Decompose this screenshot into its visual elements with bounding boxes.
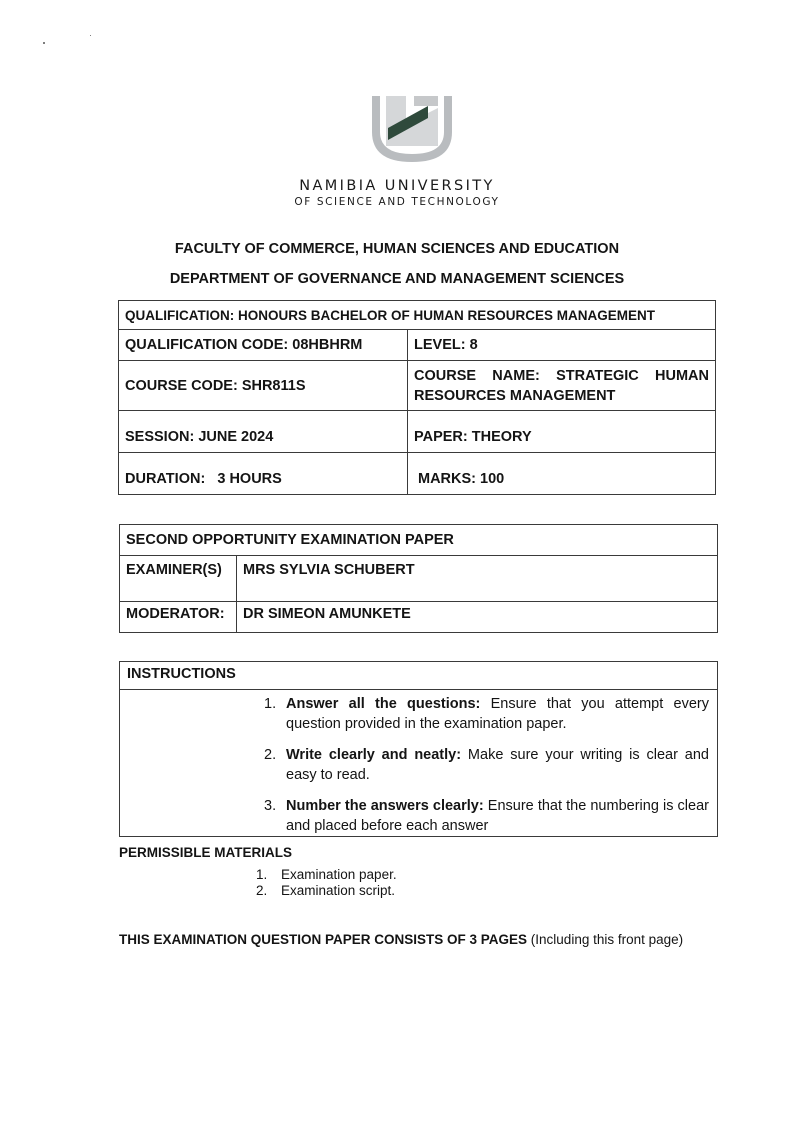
- course-name-line2: RESOURCES MANAGEMENT: [414, 387, 616, 404]
- level-cell: LEVEL: 8: [408, 330, 716, 361]
- department-heading: DEPARTMENT OF GOVERNANCE AND MANAGEMENT SCIENCES: [169, 271, 625, 287]
- university-name-line2: OF SCIENCE AND TECHNOLOGY: [294, 196, 500, 208]
- course-name-word: COURSE: [414, 367, 477, 384]
- duration-cell: DURATION: 3 HOURS: [119, 453, 408, 495]
- examiner-label: EXAMINER(S): [120, 556, 237, 602]
- moderator-label: MODERATOR:: [120, 602, 237, 633]
- examination-table: [119, 524, 718, 633]
- page-count-note: [119, 932, 683, 947]
- course-name-word: NAME:: [492, 367, 540, 384]
- moderator-name: DR SIMEON AMUNKETE: [237, 602, 718, 633]
- permissible-item: [256, 883, 397, 899]
- exam-title-cell: SECOND OPPORTUNITY EXAMINATION PAPER: [120, 525, 718, 556]
- qualification-cell: QUALIFICATION: HONOURS BACHELOR OF HUMAN RESOURCES MANAGEMENT: [119, 301, 716, 330]
- marks-cell: MARKS: 100: [408, 453, 716, 495]
- instruction-text: Make sure your writing is clear and easy to read.: [286, 747, 709, 783]
- page-count-bold: THIS EXAMINATION QUESTION PAPER CONSISTS OF 3 PAGES: [119, 932, 528, 947]
- instruction-item: [264, 796, 709, 836]
- university-name: [0, 178, 794, 208]
- instruction-item: [264, 694, 709, 734]
- course-name-word: STRATEGIC: [556, 367, 639, 384]
- course-details-table: [118, 300, 716, 495]
- instruction-bold: Number the answers clearly:: [286, 798, 484, 814]
- page-count-normal: (Including this front page): [527, 932, 684, 947]
- university-logo-icon: [366, 88, 458, 166]
- university-name-line1: NAMIBIA UNIVERSITY: [299, 178, 495, 194]
- instruction-text: Ensure that you attempt every question provided in the examination paper.: [286, 696, 709, 732]
- examiner-name: MRS SYLVIA SCHUBERT: [237, 556, 718, 602]
- paper-cell: PAPER: THEORY: [408, 411, 716, 453]
- permissible-text: Examination script.: [281, 883, 396, 898]
- instruction-text: Ensure that the numbering is clear and placed before each answer: [286, 798, 709, 834]
- qualification-code-cell: QUALIFICATION CODE: 08HBHRM: [119, 330, 408, 361]
- scan-speck: [43, 42, 45, 44]
- permissible-number: 1.: [256, 867, 268, 882]
- scan-speck: [90, 35, 91, 36]
- instructions-list: [264, 694, 717, 836]
- course-name-cell: [408, 361, 716, 411]
- faculty-heading: FACULTY OF COMMERCE, HUMAN SCIENCES AND EDUCATION: [174, 241, 620, 257]
- instruction-number: 1.: [264, 696, 277, 712]
- course-code-cell: COURSE CODE: SHR811S: [119, 361, 408, 411]
- instruction-bold: Answer all the questions:: [286, 696, 481, 712]
- session-cell: SESSION: JUNE 2024: [119, 411, 408, 453]
- course-name-line1: [414, 366, 709, 386]
- permissible-materials-title: PERMISSIBLE MATERIALS: [119, 845, 293, 860]
- instruction-item: [264, 745, 709, 785]
- course-name-word: HUMAN: [655, 367, 709, 384]
- permissible-number: 2.: [256, 883, 268, 898]
- permissible-text: Examination paper.: [281, 867, 397, 882]
- instruction-number: 2.: [264, 747, 277, 763]
- permissible-materials-list: [256, 867, 397, 899]
- instructions-box: [119, 661, 718, 837]
- instructions-title: INSTRUCTIONS: [120, 662, 717, 690]
- instruction-number: 3.: [264, 798, 277, 814]
- permissible-item: [256, 867, 397, 883]
- instruction-bold: Write clearly and neatly:: [286, 747, 462, 763]
